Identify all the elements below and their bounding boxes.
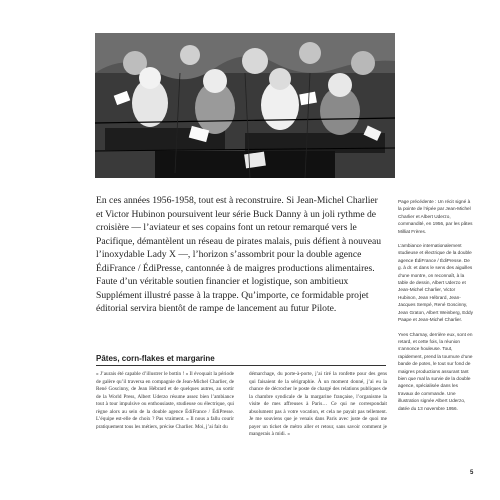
body-column-left (96, 371, 234, 431)
side-caption-1: Page précédente : Un récit signé à la pointe de l’épée par Jean-Michel Charlier et Albert Uderzo, commandité, en 1956, par les pâtes Milliat Frères. (398, 199, 473, 234)
body-column-left-text: « J’aurais été capable d’illustrer le bottin ! » Il évoquait la période de galère qu’il traversa en compagnie de Jean-Michel Charlier, de René Goscinny, de Jean Hébrard et de quelques autres, au sortir de la World Press, Albert Uderzo résume assez bien l’ambiance tout à tour impulsive ou enthousiaste, studieuse ou électrique, qui règne alors au sein de la double agence ÉdiFrance / ÉdiPresse. L’équipe est-elle de choix ? Pas vraiment. « Il nous a fallu courir pratiquement tous les métiers, précise Charlier. Moi, j’ai fait du (96, 371, 234, 430)
side-caption-3: Yves Charnay, derrière eux, sont en retard, et cette fois, la réunion s’annonce houleuse. Tout, rapidement, prend la tournure d’une bande de potes, le tout sur fond de maigres productions assurant tant bien que mal la survie de la double agence, spécialisée dans les travaux de commande. Une illustration signée Albert Uderzo, datée du 13 novembre 1956. (398, 331, 473, 411)
body-column-right (249, 371, 387, 439)
side-caption (398, 198, 474, 419)
side-caption-2: L’ambiance internationalement studieuse et électrique de la double agence ÉdiFrance / ÉdiPresse. De g. à dr. et dans le sens des aiguilles d’une montre, on reconnaît, à la table de dessin, Albert Uderzo et Jean-Michel Charlier, Victor Hubinon, Jean Hébrard, Jean-Jacques Sempé, René Goscinny, Jean Graton, Albert Weinberg, Eddy Paape et Jean-Michel Charlier. (398, 243, 473, 323)
intro-text: En ces années 1956-1958, tout est à reconstruire. Si Jean-Michel Charlier et Victor Hubinon poursuivent leur série Buck Danny à un joli rythme de croisière — l’aviateur et ses copains font un retour remarqué vers le Pacifique, démantèlent un réseau de pirates malais, puis défient à nouveau l’inoxydable Lady X —, l’horizon s’assombrit pour la double agence ÉdiFrance / ÉdiPresse, cantonnée à de maigres productions alimentaires. Faute d’un véritable soutien financier et logistique, son ambitieux Supplément illustré passe à la trappe. Qu’importe, ce formidable projet éditorial servira bientôt de rampe de lancement au futur Pilote. (96, 195, 382, 314)
body-column-right-text: démarchage, du porte-à-porte, j’ai tiré la ronfette pour des gens qui faisaient de la sérigraphie. À un moment donné, j’ai eu la chance de décrocher le poste de chargé des relations publiques de la chambre syndicale de la margarine française, l’organisme la visite de mes affreuses à Paris… Ce qui ne correspondait absolument pas à votre vocation, et cela ne payait pas tellement. Je me souviens que je venais dans Paris avec juste de quoi me payer un ticket de métro aller et retour, sans savoir comment je mangerais à midi. » (249, 371, 387, 437)
newsroom-illustration (95, 33, 395, 178)
section-heading: Pâtes, corn-flakes et margarine (96, 354, 215, 363)
section-rule (96, 365, 386, 366)
intro-paragraph (96, 194, 386, 316)
page-number: 5 (470, 470, 474, 476)
